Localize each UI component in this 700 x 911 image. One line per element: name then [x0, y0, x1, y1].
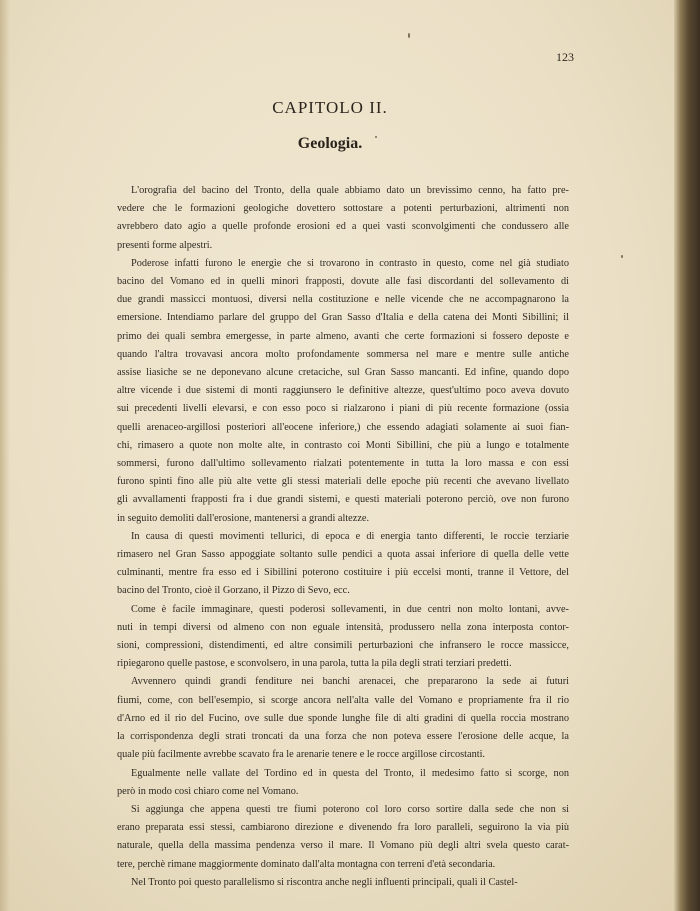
- paragraph: [117, 255, 569, 528]
- text-line: sommersi, furono dall'ultimo sollevamento rialzati potentemente in tutta la loro massa e con essi: [117, 458, 569, 470]
- text-line: assise liasiche se ne deponevano alcune cretaciche, sul Gran Sasso mancanti. Ed infine, quando dopo: [117, 367, 569, 379]
- text-line: bacino del Vomano ed in quelli minori frapposti, dovute alle fasi discordanti del sollevamento di: [117, 276, 569, 288]
- book-spine: [674, 0, 700, 911]
- paragraph: [117, 874, 569, 892]
- text-line: culminanti, mentre fra esso ed i Sibillini poterono costituire i più eccelsi monti, tranne il Vettore, del: [117, 567, 569, 579]
- text-line: quelli arenaceo-argillosi posteriori all'eocene inferiore,) che essendo adagiati solamente ai suoi fian-: [117, 421, 569, 433]
- text-line: altre vicende i due sistemi di monti raggiunsero le definitive altezze, quest'ultimo poco aveva dovuto: [117, 385, 569, 397]
- text-line: in seguito demoliti dall'erosione, mantenersi a grandi altezze.: [117, 512, 370, 524]
- page-left-edge: [0, 0, 10, 911]
- text-line: vedere che le formazioni geologiche dovettero sottostare a potenti perturbazioni, altrimenti non: [117, 203, 569, 215]
- paragraph: [117, 528, 569, 601]
- text-line: chi, rimasero a quote non molte alte, in contrasto coi Monti Sibillini, che più a lungo e totalmente: [117, 439, 569, 451]
- text-line: primo dei quali sembra emergesse, in parte almeno, avanti che certe formazioni si fossero deposte e: [117, 330, 569, 342]
- section-title: Geologia.: [297, 135, 363, 152]
- text-line: emersione. Intendiamo parlare del gruppo del Gran Sasso d'Italia e della catena dei Monti Sibillini; il: [117, 312, 569, 324]
- text-line: L'orografia del bacino del Tronto, della quale abbiamo dato un brevissimo cenno, ha fatto pre-: [131, 185, 569, 196]
- paragraph: [117, 801, 569, 874]
- text-line: furono spinti fino alle più alte vette gli stessi materiali delle epoche più recenti che avevano livellato: [117, 476, 569, 488]
- paragraph: [117, 765, 569, 801]
- text-line: Come è facile immaginare, questi poderosi sollevamenti, in due centri non molto lontani, avve-: [131, 603, 569, 615]
- paragraph: [117, 182, 569, 255]
- text-line: sui precedenti livelli elevarsi, e con esso poco si rialzarono i piani di più recente formazione (ossia: [117, 403, 569, 415]
- body-text: [117, 182, 569, 892]
- text-line: fiumi, come, con bell'esempio, si scorge ancora nell'alta valle del Vomano e propriamente fra il rio: [117, 694, 569, 706]
- text-line: però in modo così chiaro come nel Vomano.: [117, 785, 299, 797]
- text-line: nuti in tempi diversi od almeno con non eguale intensità, produssero nella zona interposta contor-: [117, 621, 569, 633]
- page-number: 123: [556, 50, 574, 64]
- text-line: bacino del Tronto, cioè il Gorzano, il Pizzo di Sevo, ecc.: [117, 585, 350, 597]
- text-line: presenti forme alpestri.: [117, 239, 213, 251]
- text-line: sioni, compressioni, distendimenti, ed altre consimili perturbazioni che infransero le rocce massicce,: [117, 640, 569, 652]
- ink-speck: [621, 255, 623, 258]
- text-line: d'Arno ed il rio del Fucino, ove sulle due sponde lunghe file di alti gradini di quella roccia mostrano: [117, 712, 569, 724]
- text-line: In causa di questi movimenti tellurici, di epoca e di energia tanto differenti, le roccie terziarie: [131, 530, 569, 542]
- paragraph: [117, 601, 569, 674]
- text-line: tere, perchè rimane maggiormente dominato dall'alta montagna con terreni d'età secondaria.: [117, 858, 496, 870]
- chapter-title: CAPITOLO II.: [272, 98, 388, 117]
- text-line: erano preparata essi stessi, cambiarono direzione e divenendo fra loro paralleli, seguirono la via più: [117, 822, 569, 834]
- text-line: Avvennero quindi grandi fenditure nei banchi arenacei, che prepararono la sede ai futuri: [131, 676, 569, 688]
- ink-speck: [408, 33, 410, 38]
- text-line: gli avvallamenti frapposti fra i due grandi sistemi, e questi materiali poterono perciò, ove non furono: [117, 494, 569, 506]
- text-line: quale più facilmente avrebbe scavato fra le arenarie tenere e le rocce argillose circostanti.: [117, 749, 486, 761]
- text-line: ripiegarono quelle pastose, e sconvolsero, in una parola, tutta la pila degli strati terziari predetti.: [117, 658, 512, 670]
- text-line: quando l'altra trovavasi ancora molto profondamente sommersa nel mare e mentre sulle antiche: [117, 348, 569, 360]
- text-line: naturale, quella della massima pendenza verso il mare. Il Vomano più degli altri svela questo carat-: [117, 840, 569, 852]
- text-line: due grandi massicci montuosi, diversi nella costituzione e nelle vicende che ne accompagnarono la: [117, 294, 569, 306]
- text-line: avrebbero dato agio a quelle profonde erosioni ed a quei vasti sconvolgimenti che condussero alle: [117, 221, 569, 233]
- text-line: Nel Tronto poi questo parallelismo si riscontra anche negli influenti principali, quali il Castel-: [131, 876, 518, 888]
- text-line: Poderose infatti furono le energie che si trovarono in contrasto in questo, come nel già studiato: [131, 257, 569, 269]
- text-line: la corrispondenza degli strati troncati da una forza che non poteva essere l'erosione delle acque, la: [117, 731, 569, 743]
- text-line: Egualmente nelle vallate del Tordino ed in questa del Tronto, il medesimo fatto si scorge, non: [131, 767, 569, 779]
- text-line: rimasero nel Gran Sasso appoggiate soltanto sulle pendici a quota assai inferiore di quella delle vette: [117, 549, 569, 561]
- text-line: Si aggiunga che appena questi tre fiumi poterono col loro corso sortire dalla sede che non si: [131, 803, 569, 815]
- paragraph: [117, 673, 569, 764]
